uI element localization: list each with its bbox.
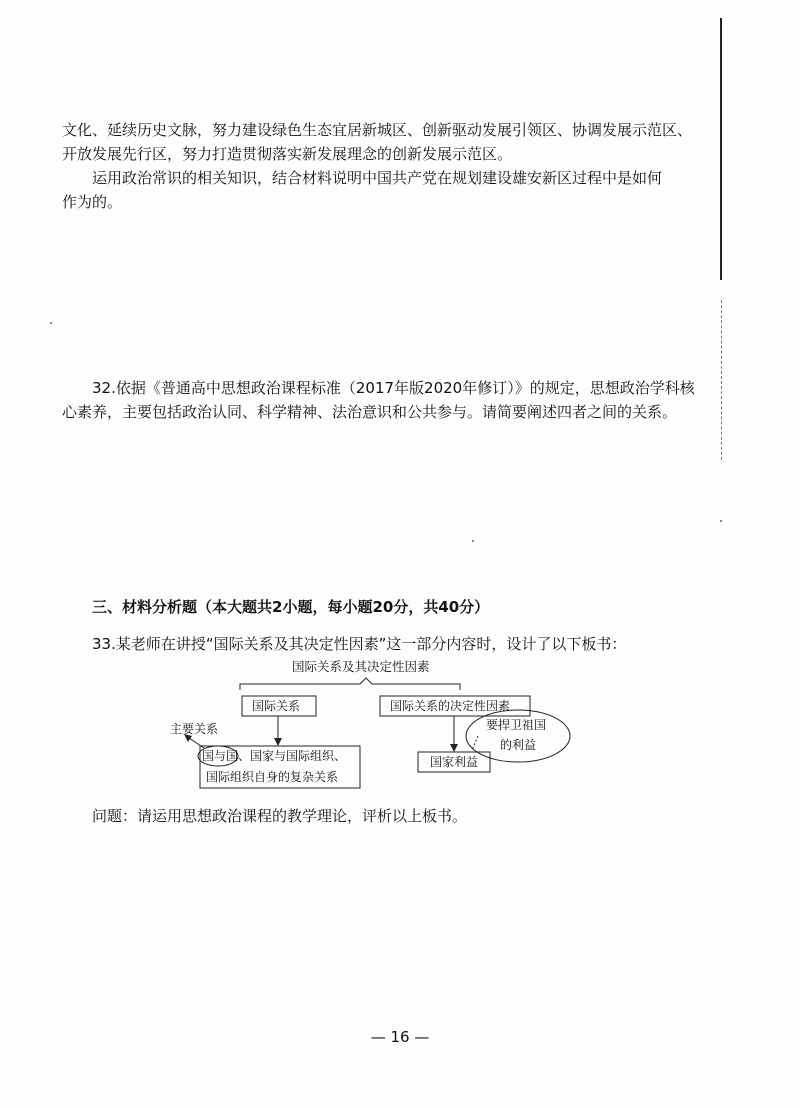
page-edge-line bbox=[720, 18, 722, 280]
p31-material-line2: 开放发展先行区，努力打造贯彻落实新发展理念的创新发展示范区。 bbox=[62, 145, 513, 163]
label-determining-factor: 国际关系的决定性因素 bbox=[390, 699, 511, 713]
scan-dot bbox=[720, 520, 722, 522]
p31-question-line1: 运用政治常识的相关知识，结合材料说明中国共产党在规划建设雄安新区过程中是如何 bbox=[92, 169, 663, 187]
q32-line1: 32.依据《普通高中思想政治课程标准（2017年版2020年修订）》的规定，思想政治学科核 bbox=[92, 379, 695, 397]
page-number: — 16 — bbox=[370, 1028, 430, 1046]
scan-dot bbox=[472, 540, 474, 542]
p31-question-line2: 作为的。 bbox=[62, 193, 123, 211]
p31-material-line1: 文化、延续历史文脉，努力建设绿色生态宜居新城区、创新驱动发展引领区、协调发展示范区、 bbox=[62, 121, 693, 139]
diagram-title: 国际关系及其决定性因素 bbox=[292, 659, 430, 674]
label-international-relations: 国际关系 bbox=[252, 699, 301, 713]
label-complex-line1: 、国家与国际组织、 bbox=[238, 749, 347, 763]
scan-dot bbox=[50, 322, 52, 324]
label-ellipse-line1: 要捍卫祖国 bbox=[486, 718, 547, 732]
label-ellipse-line2: 的利益 bbox=[500, 738, 537, 752]
q33-intro: 33.某老师在讲授“国际关系及其决定性因素”这一部分内容时，设计了以下板书： bbox=[92, 635, 627, 653]
blackboard-diagram bbox=[160, 658, 580, 798]
label-state-to-state: 国与国 bbox=[202, 749, 239, 763]
label-complex-line2: 国际组织自身的复杂关系 bbox=[206, 770, 339, 784]
q33-question: 问题：请运用思想政治课程的教学理论，评析以上板书。 bbox=[92, 807, 468, 825]
label-national-interest: 国家利益 bbox=[430, 755, 479, 769]
page-edge-dash bbox=[721, 300, 723, 460]
q32-line2: 心素养，主要包括政治认同、科学精神、法治意识和公共参与。请简要阐述四者之间的关系。 bbox=[62, 403, 678, 421]
section-3-heading: 三、材料分析题（本大题共2小题，每小题20分，共40分） bbox=[92, 598, 490, 616]
label-main-relation: 主要关系 bbox=[170, 722, 219, 736]
